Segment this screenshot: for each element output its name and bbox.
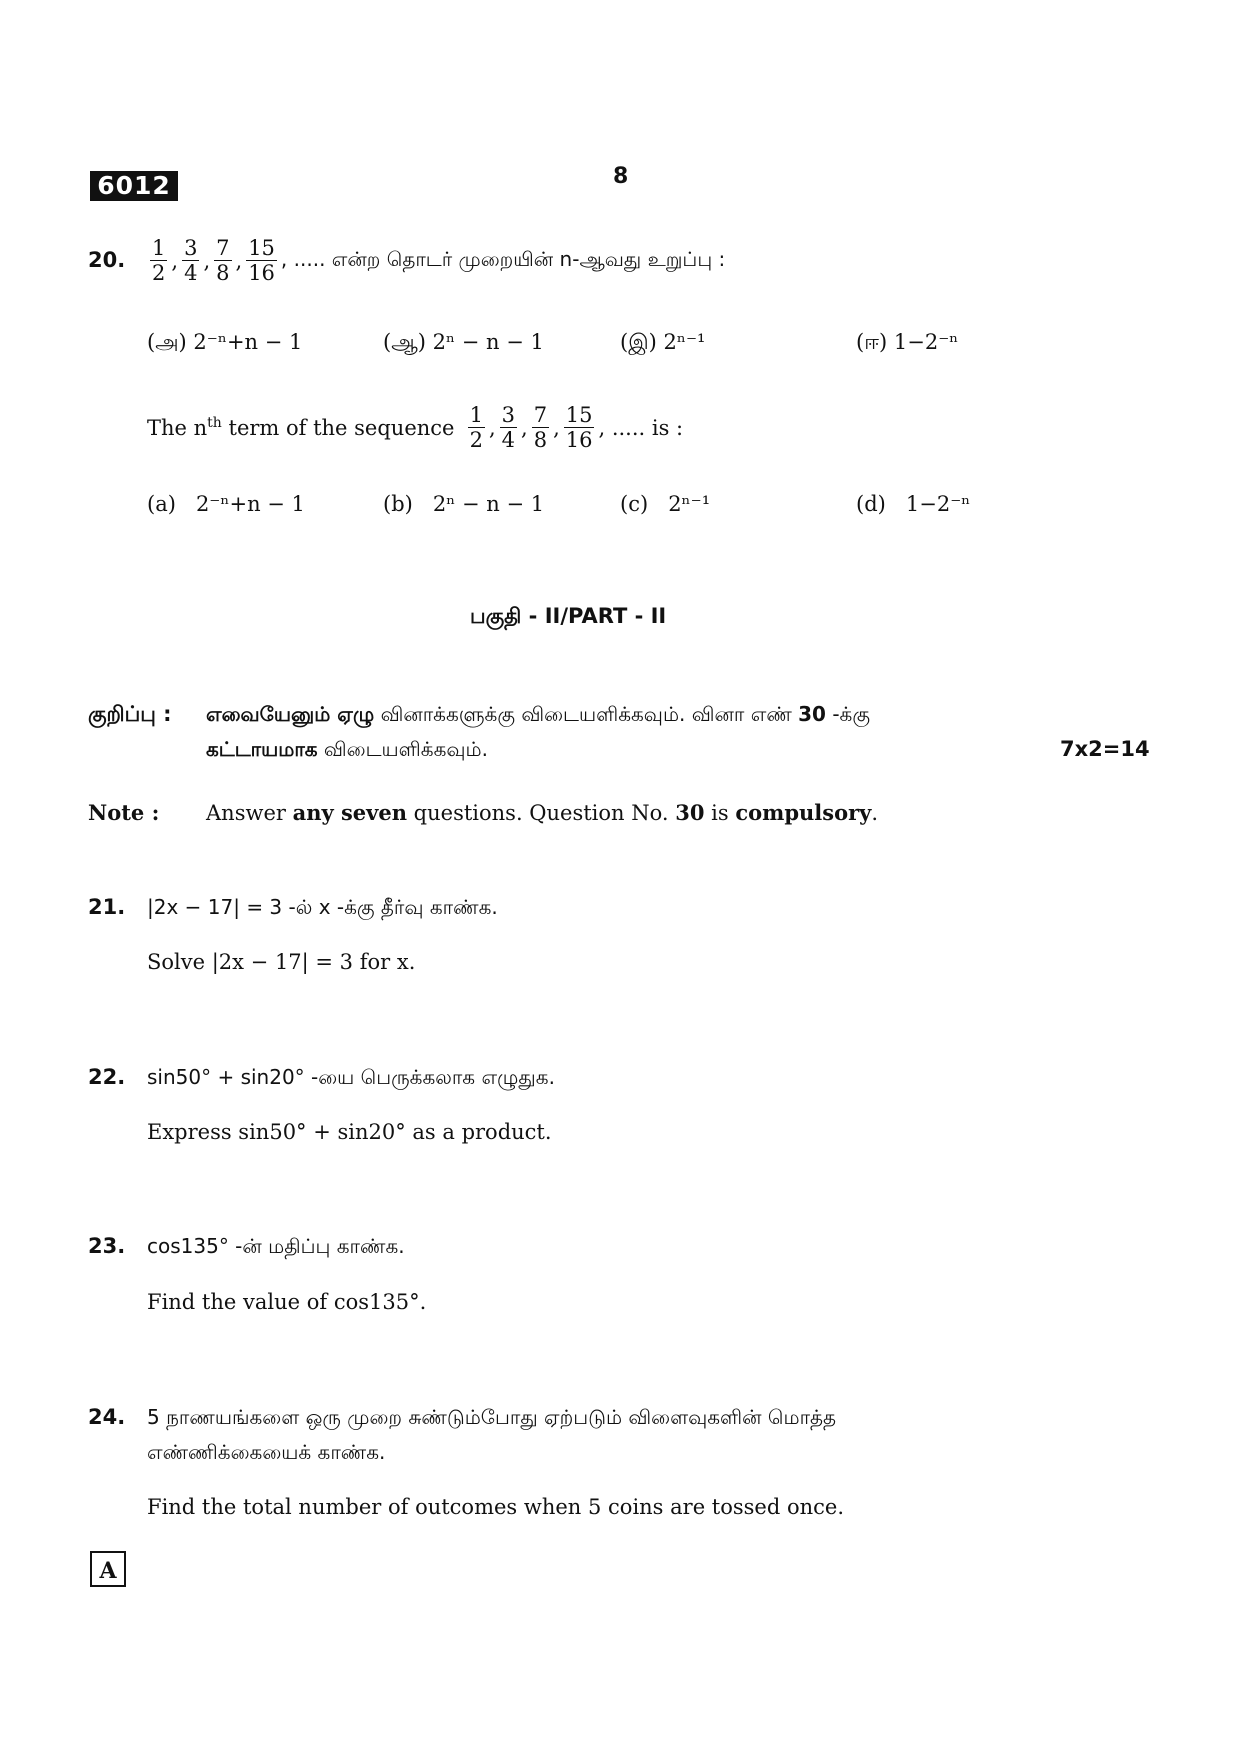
q23-english-text: Find the value of cos135°. [147, 1290, 427, 1314]
q23-tamil-text: cos135° -ன் மதிப்பு காண்க. [147, 1234, 405, 1258]
fraction-4: $\frac{15}{16}$ [248, 236, 275, 285]
marks-allocation: 7x2=14 [1060, 737, 1150, 761]
q20-english-option-a: (a) 2⁻ⁿ+n − 1 [147, 492, 305, 516]
q22-tamil-text: sin50° + sin20° -யை பெருக்கலாக எழுதுக. [147, 1065, 555, 1089]
q20-tamil-option-c: (இ) 2ⁿ⁻¹ [620, 330, 706, 354]
q21-tamil-text: |2x − 17| = 3 -ல் x -க்கு தீர்வு காண்க. [147, 895, 498, 919]
question-number-23: 23. [88, 1234, 126, 1258]
q20-english-option-c: (c) 2ⁿ⁻¹ [620, 492, 711, 516]
q21-english-text: Solve |2x − 17| = 3 for x. [147, 950, 416, 974]
instruction-tamil-line2: கட்டாயமாக விடையளிக்கவும். [206, 737, 488, 761]
q20-english-option-d: (d) 1−2⁻ⁿ [856, 492, 971, 516]
note-text: Answer any seven questions. Question No. 30 is compulsory. [206, 800, 879, 825]
q20-tamil-option-a: (அ) 2⁻ⁿ+n − 1 [147, 330, 303, 354]
q20-tamil-sequence: $\frac{1}{2}$ , $\frac{3}{4}$ , $\frac{7}{8}$ , $\frac{15}{16}$ , ..... என்ற தொடர் முறையின் n-ஆவது உறுப்பு : [152, 236, 726, 285]
q24-tamil-line1: 5 நாணயங்களை ஒரு முறை சுண்டும்போது ஏற்படும் விளைவுகளின் மொத்த [147, 1405, 837, 1429]
fraction-1: $\frac{1}{2}$ [152, 236, 166, 285]
fraction-1: $\frac{1}{2}$ [469, 403, 483, 452]
question-number-22: 22. [88, 1065, 126, 1089]
part-heading: பகுதி - II/PART - II [470, 604, 667, 628]
fraction-2: $\frac{3}{4}$ [501, 403, 515, 452]
note-label: Note : [88, 800, 160, 825]
instruction-tamil-line1: எவையேனும் ஏழு வினாக்களுக்கு விடையளிக்கவும். வினா எண் 30 -க்கு [206, 702, 870, 726]
instruction-tamil-label: குறிப்பு : [88, 702, 172, 726]
paper-code-badge: 6012 [90, 171, 178, 201]
fraction-2: $\frac{3}{4}$ [184, 236, 198, 285]
question-number-20: 20. [88, 248, 126, 272]
question-number-24: 24. [88, 1405, 126, 1429]
question-number-21: 21. [88, 895, 126, 919]
fraction-3: $\frac{7}{8}$ [533, 403, 548, 452]
page-number: 8 [613, 164, 629, 189]
fraction-3: $\frac{7}{8}$ [216, 236, 230, 285]
q20-tamil-option-b: (ஆ) 2ⁿ − n − 1 [383, 330, 544, 354]
q20-english-sequence: The $n^{th}$ term of the sequence $\frac{1}{2}$ , $\frac{3}{4}$ , $\frac{7}{8}$ , $\frac{15}{16}$ , ..... is : [147, 403, 684, 452]
q20-tamil-text: , ..... என்ற தொடர் முறையின் n-ஆவது உறுப்பு : [280, 247, 726, 271]
q20-tamil-option-d: (ஈ) 1−2⁻ⁿ [856, 330, 959, 354]
q24-tamil-line2: எண்ணிக்கையைக் காண்க. [147, 1440, 386, 1464]
q24-english-text: Find the total number of outcomes when 5 coins are tossed once. [147, 1495, 845, 1519]
version-box: A [90, 1551, 126, 1587]
q20-english-option-b: (b) 2ⁿ − n − 1 [383, 492, 545, 516]
fraction-4: $\frac{15}{16}$ [565, 403, 593, 452]
q22-english-text: Express sin50° + sin20° as a product. [147, 1120, 552, 1144]
